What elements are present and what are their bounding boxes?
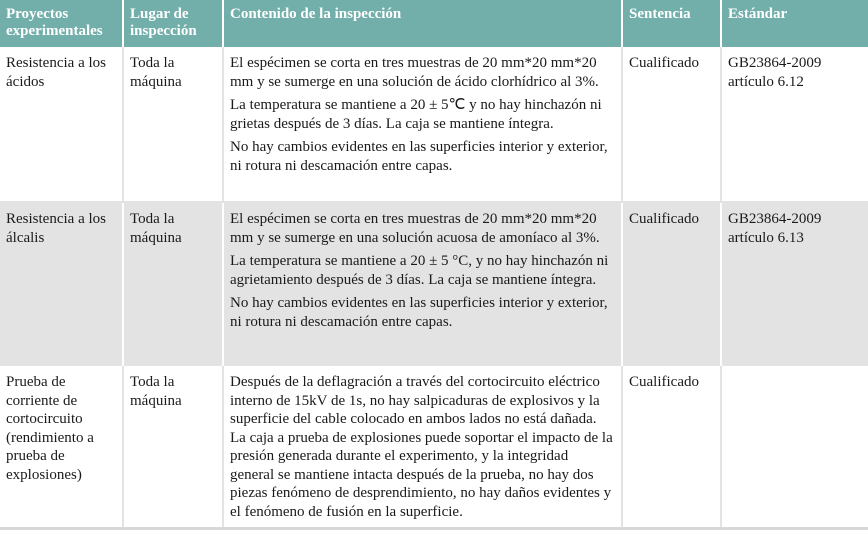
header-row [0,0,868,47]
table-row [0,202,868,365]
content-paragraph: El espécimen se corta en tres muestras de 20 mm*20 mm*20 mm y se sumerge en una solución de ácido clorhídrico al 3%. [230,55,599,90]
place-cell: Toda la máquina [123,202,223,365]
project-cell: Prueba de corriente de cortocircuito (rendimiento a prueba de explosiones) [0,365,123,529]
table-row [0,365,868,529]
content-paragraph: La temperatura se mantiene a 20 ± 5℃ y no hay hinchazón ni grietas después de 3 días. La caja se mantiene íntegra. [230,97,602,132]
content-paragraph: No hay cambios evidentes en las superficies interior y exterior, ni rotura ni descamación entre capas. [230,295,608,330]
content-cell [223,47,622,202]
content-paragraph: No hay cambios evidentes en las superficies interior y exterior, ni rotura ni descamación entre capas. [230,139,608,174]
place-cell: Toda la máquina [123,365,223,529]
verdict-cell: Cualificado [622,365,721,529]
place-cell: Toda la máquina [123,47,223,202]
verdict-cell: Cualificado [622,47,721,202]
content-cell [223,365,622,529]
header-place: Lugar de inspección [123,0,223,47]
header-standard: Estándar [721,0,868,47]
standard-cell: GB23864-2009 artículo 6.12 [721,47,868,202]
header-content: Contenido de la inspección [223,0,622,47]
content-cell [223,202,622,365]
project-cell: Resistencia a los ácidos [6,55,106,90]
table-row [0,47,868,202]
content-paragraph: El espécimen se corta en tres muestras de 20 mm*20 mm*20 mm y se sumerge en una solución acuosa de amoníaco al 3%. [230,211,600,246]
content-paragraph: La temperatura se mantiene a 20 ± 5 °C, y no hay hinchazón ni agrietamiento después de 3 días. La caja se mantiene íntegra. [230,253,609,288]
header-projects: Proyectos experimentales [0,0,123,47]
header-verdict: Sentencia [622,0,721,47]
standard-cell: GB23864-2009 artículo 6.13 [721,202,868,365]
verdict-cell: Cualificado [622,202,721,365]
project-cell: Resistencia a los álcalis [0,202,123,365]
standard-cell [721,365,868,529]
content-paragraph: Después de la deflagración a través del cortocircuito eléctrico interno de 15kV de 1s, no hay salpicaduras de explosivos y la superficie del cable colocado en ambos lados no está dañada. La caja a prueba de explosiones puede soportar el impacto de la presión generada durante el experimento, y la integridad general se mantiene intacta después de la prueba, no hay dos piezas fenómeno de desprendimiento, no hay daños evidentes y el fenómeno de fusión en la superficie. [230,374,613,520]
